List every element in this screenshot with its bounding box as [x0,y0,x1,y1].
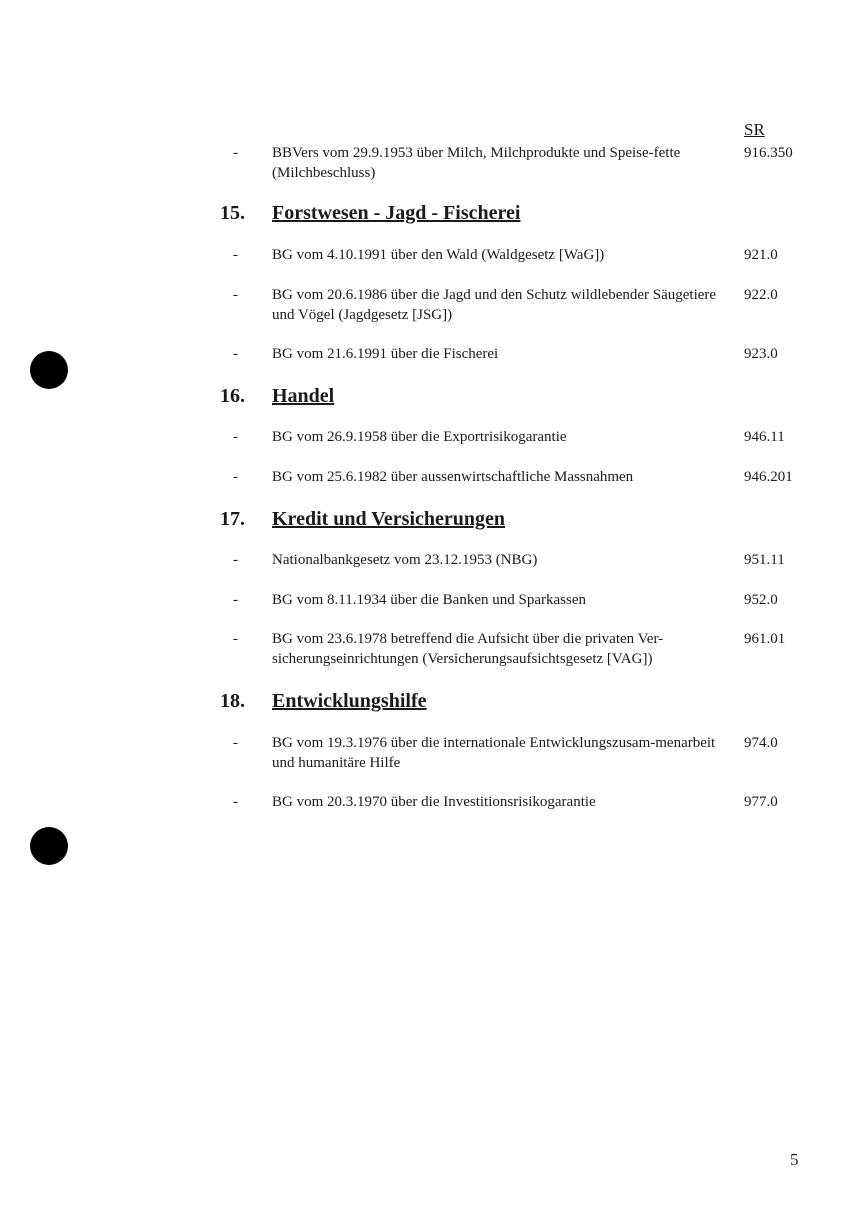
section-title: Kredit und Versicherungen [272,508,505,530]
entry-dash: - [233,735,238,751]
entry-dash: - [233,429,238,445]
entry-text: BG vom 20.6.1986 über die Jagd und den Schutz wildlebender Säugetiere und Vögel (Jagdgesetz [JSG]) [272,287,717,323]
entry-sr-number: 916.350 [744,145,793,161]
entry-text: BG vom 23.6.1978 betreffend die Aufsicht über die privaten Ver-sicherungseinrichtungen (Versicherungsaufsichtsgesetz [VAG]) [272,631,664,667]
entry-sr-number: 922.0 [744,287,778,303]
entry-dash: - [233,145,238,161]
sr-column-heading: SR [744,120,765,139]
entry-text: BG vom 25.6.1982 über aussenwirtschaftliche Massnahmen [272,469,634,485]
entry-dash: - [233,247,238,263]
entry-text: BG vom 20.3.1970 über die Investitionsrisikogarantie [272,794,596,810]
entry-text: BG vom 4.10.1991 über den Wald (Waldgesetz [WaG]) [272,247,605,263]
entry-text: Nationalbankgesetz vom 23.12.1953 (NBG) [272,552,538,568]
entry-sr-number: 961.01 [744,631,786,647]
section-number: 17. [220,508,245,530]
section-title: Handel [272,385,335,407]
entry-dash: - [233,346,238,362]
section-number: 18. [220,690,245,712]
entry-text: BG vom 19.3.1976 über die internationale Entwicklungszusam-menarbeit und humanitäre Hilfe [272,735,716,771]
entry-dash: - [233,631,238,647]
entry-sr-number: 946.201 [744,469,793,485]
section-number: 15. [220,202,245,224]
entry-text: BG vom 21.6.1991 über die Fischerei [272,346,499,362]
entry-dash: - [233,469,238,485]
entry-sr-number: 952.0 [744,592,778,608]
entry-dash: - [233,592,238,608]
entry-sr-number: 946.11 [744,429,785,445]
page-number: 5 [790,1150,799,1169]
entry-text: BG vom 26.9.1958 über die Exportrisikogarantie [272,429,567,445]
entry-dash: - [233,287,238,303]
punch-hole-bottom [30,827,68,865]
entry-sr-number: 923.0 [744,346,778,362]
section-title: Forstwesen - Jagd - Fischerei [272,202,521,224]
entry-dash: - [233,794,238,810]
section-number: 16. [220,385,245,407]
punch-hole-top [30,351,68,389]
entry-text: BG vom 8.11.1934 über die Banken und Sparkassen [272,592,586,608]
entry-sr-number: 951.11 [744,552,785,568]
entry-sr-number: 921.0 [744,247,778,263]
entry-text: BBVers vom 29.9.1953 über Milch, Milchprodukte und Speise-fette (Milchbeschluss) [272,145,681,181]
entry-dash: - [233,552,238,568]
section-title: Entwicklungshilfe [272,690,427,712]
entry-sr-number: 974.0 [744,735,778,751]
entry-sr-number: 977.0 [744,794,778,810]
